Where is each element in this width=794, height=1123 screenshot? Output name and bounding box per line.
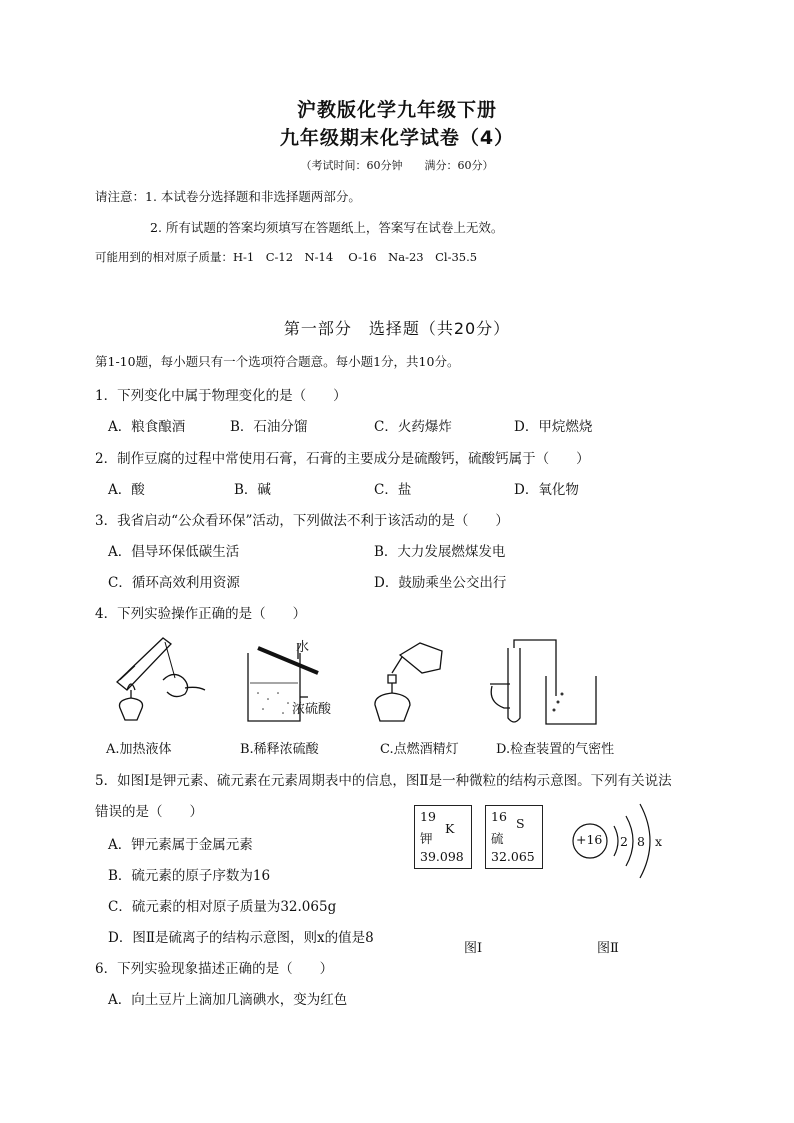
sulfur-element-card: [485, 805, 543, 869]
question-4-stem: 4．下列实验操作正确的是（ ）: [95, 606, 307, 622]
shell-2-electrons: 8: [637, 834, 645, 849]
atomic-masses: 可能用到的相对原子质量：H-1 C-12 N-14 O-16 Na-23 Cl-35.5: [95, 250, 478, 264]
question-6-stem: 6．下列实验现象描述正确的是（ ）: [95, 961, 334, 977]
s-symbol: S: [516, 816, 525, 831]
nucleus-charge: +16: [576, 832, 603, 847]
q2-option-c: C．盐: [374, 482, 412, 498]
q2-option-a: A．酸: [108, 482, 145, 498]
q5-option-c: C．硫元素的相对原子质量为32.065g: [108, 899, 337, 915]
q4-option-a: A.加热液体: [106, 742, 172, 757]
q4-option-d: D.检查装置的气密性: [496, 742, 615, 757]
q1-option-a: A．粮食酿酒: [108, 419, 186, 435]
s-name: 硫: [491, 831, 504, 846]
q5-option-a: A．钾元素属于金属元素: [108, 837, 253, 853]
question-1-stem: 1．下列变化中属于物理变化的是（ ）: [95, 388, 347, 404]
q2-option-b: B．碱: [234, 482, 271, 498]
note-line-2: 2. 所有试题的答案均须填写在答题纸上，答案写在试卷上无效。: [150, 220, 504, 235]
question-5-stem-line-1: 5．如图Ⅰ是钾元素、硫元素在元素周期表中的信息，图Ⅱ是一种微粒的结构示意图。下列有关说法: [95, 773, 672, 789]
q1-option-d: D．甲烷燃烧: [514, 419, 593, 435]
q1-option-b: B．石油分馏: [230, 419, 308, 435]
k-symbol: K: [445, 821, 455, 836]
k-atomic-number: 19: [420, 809, 436, 824]
s-atomic-number: 16: [491, 809, 507, 824]
shell-3-electrons: x: [655, 834, 663, 849]
potassium-element-card: [414, 805, 472, 869]
q3-option-a: A．倡导环保低碳生活: [108, 544, 240, 560]
note-line-1: 请注意：1. 本试卷分选择题和非选择题两部分。: [95, 189, 361, 204]
exam-info: （考试时间：60分钟 满分：60分）: [300, 159, 494, 172]
q5-option-b: B．硫元素的原子序数为16: [108, 868, 271, 884]
figure-1-label: 图Ⅰ: [464, 941, 483, 956]
q3-option-d: D．鼓励乘坐公交出行: [374, 575, 507, 591]
q3-option-b: B．大力发展燃煤发电: [374, 544, 506, 560]
q2-option-d: D．氧化物: [514, 482, 579, 498]
water-label: 水: [296, 640, 310, 655]
title-line-2: 九年级期末化学试卷（4）: [279, 127, 515, 149]
alcohol-lamp-figure: [370, 633, 460, 728]
q1-option-c: C．火药爆炸: [374, 419, 452, 435]
q4-option-b: B.稀释浓硫酸: [240, 742, 319, 757]
section-instruction: 第1-10题，每小题只有一个选项符合题意。每小题1分，共10分。: [95, 354, 460, 369]
k-name: 钾: [420, 831, 433, 846]
figure-2-label: 图Ⅱ: [597, 941, 619, 956]
q4-option-c: C.点燃酒精灯: [380, 742, 459, 757]
section-title: 第一部分 选择题（共20分）: [283, 319, 511, 338]
s-mass: 32.065: [491, 849, 535, 864]
q6-option-a: A．向土豆片上滴加几滴碘水，变为红色: [108, 992, 348, 1008]
q3-option-c: C．循环高效利用资源: [108, 575, 240, 591]
title-line-1: 沪教版化学九年级下册: [296, 99, 497, 121]
acid-label: 浓硫酸: [292, 702, 332, 717]
k-mass: 39.098: [420, 849, 464, 864]
heating-liquid-figure: [105, 630, 215, 730]
airtightness-figure: [486, 636, 611, 728]
q5-option-d: D．图Ⅱ是硫离子的结构示意图，则x的值是8: [108, 930, 374, 946]
question-5-stem-line-2: 错误的是（ ）: [95, 804, 203, 820]
shell-1-electrons: 2: [620, 834, 628, 849]
question-3-stem: 3．我省启动“公众看环保”活动，下列做法不利于该活动的是（ ）: [95, 513, 509, 529]
question-2-stem: 2．制作豆腐的过程中常使用石膏，石膏的主要成分是硫酸钙，硫酸钙属于（ ）: [95, 451, 590, 467]
